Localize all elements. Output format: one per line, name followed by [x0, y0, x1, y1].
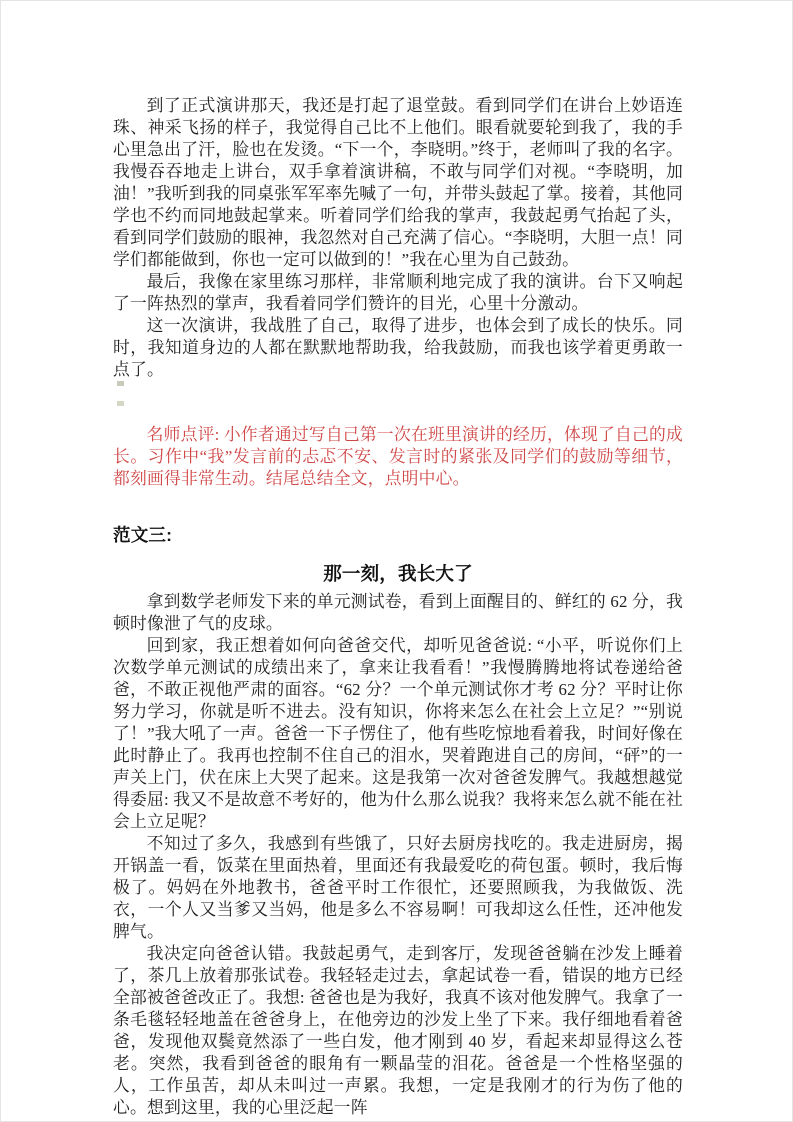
essay-speech-paragraph-1: 到了正式演讲那天，我还是打起了退堂鼓。看到同学们在讲台上妙语连珠、神采飞扬的样子，我觉得自己比不上他们。眼看就要轮到我了，我的手心里急出了汗，脸也在发烫。“下一个，李晓明。”终于，老师叫了我的名字。我慢吞吞地走上讲台，双手拿着演讲稿，不敢与同学们对视。“李晓明，加油！”我听到我的同桌张军军率先喊了一句，并带头鼓起了掌。接着，其他同学也不约而同地鼓起掌来。听着同学们给我的掌声，我鼓起勇气抬起了头，看到同学们鼓励的眼神，我忽然对自己充满了信心。“李晓明，大胆一点！同学们都能做到，你也一定可以做到的！”我在心里为自己鼓劲。 [113, 96, 683, 269]
essay-growth-paragraph-2: 回到家，我正想着如何向爸爸交代，却听见爸爸说: “小平，听说你们上次数学单元测试的成绩出来了，拿来让我看看！”我慢腾腾地将试卷递给爸爸，不敢正视他严肃的面容。“62 分？一个单元测试你才考 62 分？平时让你努力学习，你就是听不进去。没有知识，你将来怎么在社会上立足？”“别说了！”我大吼了一声。爸爸一下子愣住了，他有些吃惊地看着我，时间好像在此时静止了。我再也控制不住自己的泪水，哭着跑进自己的房间，“砰”的一声关上门，伏在床上大哭了起来。这是我第一次对爸爸发脾气。我越想越觉得委屈: 我又不是故意不考好的，他为什么那么说我？我将来怎么就不能在社会上立足呢？ [113, 636, 683, 831]
section-heading: 范文三: [113, 525, 173, 545]
essay-speech-paragraph-2: 最后，我像在家里练习那样，非常顺利地完成了我的演讲。台下又响起了一阵热烈的掌声，我看着同学们赞许的目光，心里十分激动。 [113, 272, 683, 313]
essay-title: 那一刻，我长大了 [323, 563, 473, 584]
essay-growth-paragraph-3: 不知过了多久，我感到有些饿了，只好去厨房找吃的。我走进厨房，揭开锅盖一看，饭菜在里面热着，里面还有我最爱吃的荷包蛋。顿时，我后悔极了。妈妈在外地教书，爸爸平时工作很忙，还要照顾我，为我做饭、洗衣，一个人又当爹又当妈，他是多么不容易啊！可我却这么任性，还冲他发脾气。 [113, 834, 683, 941]
essay-speech-paragraph-3: 这一次演讲，我战胜了自己，取得了进步，也体会到了成长的快乐。同时，我知道身边的人都在默默地帮助我，给我鼓励，而我也该学着更勇敢一点了。 [113, 316, 683, 379]
teacher-comment: 名师点评: 小作者通过写自己第一次在班里演讲的经历，体现了自己的成长。习作中“我”发言前的忐忑不安、发言时的紧张及同学们的鼓励等细节，都刻画得非常生动。结尾总结全文，点明中心。 [113, 425, 683, 488]
essay-growth-paragraph-1: 拿到数学老师发下来的单元测试卷，看到上面醒目的、鲜红的 62 分，我顿时像泄了气的皮球。 [113, 592, 683, 633]
essay-growth-paragraph-4: 我决定向爸爸认错。我鼓起勇气，走到客厅，发现爸爸躺在沙发上睡着了，茶几上放着那张试卷。我轻轻走过去，拿起试卷一看，错误的地方已经全部被爸爸改正了。我想: 爸爸也是为我好，我真不该对他发脾气。我拿了一条毛毯轻轻地盖在爸爸身上，在他旁边的沙发上坐了下来。我仔细地看着爸爸，发现他双鬓竟然添了一些白发，他才刚到 40 岁，看起来却显得这么苍老。突然，我看到爸爸的眼角有一颗晶莹的泪花。爸爸是一个性格坚强的人，工作虽苦，却从未叫过一声累。我想，一定是我刚才的行为伤了他的心。想到这里，我的心里泛起一阵 [113, 944, 683, 1117]
document-content [113, 95, 683, 1119]
